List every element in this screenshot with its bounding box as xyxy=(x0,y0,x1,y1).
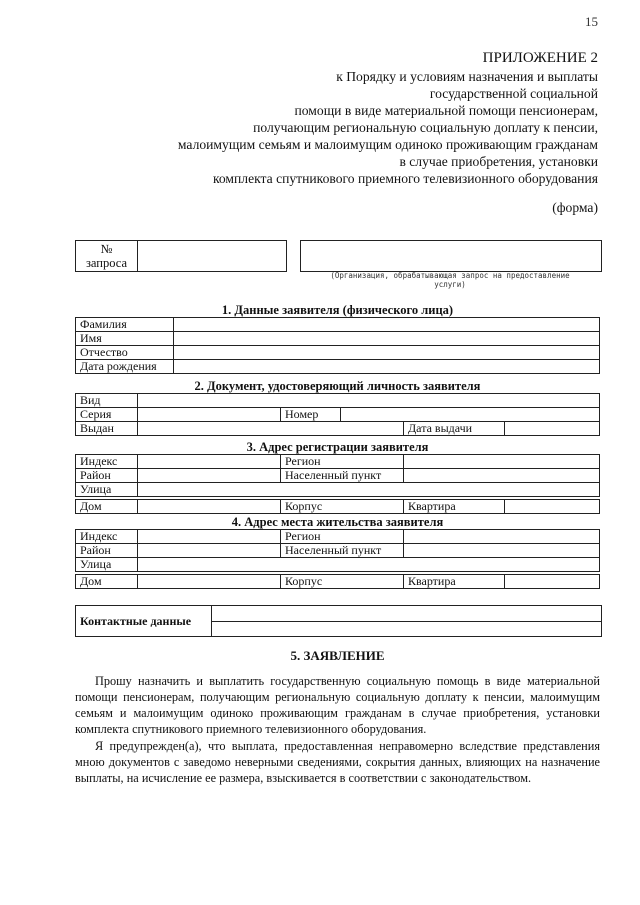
series-label: Серия xyxy=(76,408,138,422)
contact-box xyxy=(75,605,602,637)
table-row xyxy=(76,332,600,346)
reg-locality-field[interactable] xyxy=(404,469,600,483)
header-line: государственной социальной xyxy=(429,86,598,101)
reg-street-field[interactable] xyxy=(138,483,600,497)
name-label: Имя xyxy=(76,332,174,346)
table-row xyxy=(76,500,600,514)
res-region-label: Регион xyxy=(281,530,404,544)
res-locality-field[interactable] xyxy=(404,544,600,558)
reg-district-field[interactable] xyxy=(138,469,281,483)
surname-field[interactable] xyxy=(174,318,600,332)
reg-apartment-field[interactable] xyxy=(505,500,600,514)
reg-street-label: Улица xyxy=(76,483,138,497)
table-row xyxy=(76,544,600,558)
appendix-title: ПРИЛОЖЕНИЕ 2 xyxy=(482,50,598,66)
form-label: (форма) xyxy=(552,200,598,215)
reg-locality-label: Населенный пункт xyxy=(281,469,404,483)
header-line: получающим региональную социальную доплату к пенсии, xyxy=(253,120,598,135)
reg-index-label: Индекс xyxy=(76,455,138,469)
applicant-table xyxy=(75,317,600,374)
table-row xyxy=(76,360,600,374)
header-line: комплекта спутникового приемного телевизионного оборудования xyxy=(212,171,598,186)
res-index-field[interactable] xyxy=(138,530,281,544)
contact-label: Контактные данные xyxy=(76,606,212,636)
table-row xyxy=(76,394,600,408)
number-label: Номер xyxy=(281,408,341,422)
header-line: малоимущим семьям и малоимущим одиноко проживающим гражданам xyxy=(177,137,598,152)
table-row xyxy=(76,408,600,422)
table-row xyxy=(76,469,600,483)
section4-title: 4. Адрес места жительства заявителя xyxy=(231,515,444,529)
reg-apartment-label: Квартира xyxy=(404,500,505,514)
organization-note-line: (Организация, обрабатывающая запрос на предоставление xyxy=(330,271,570,280)
reg-index-field[interactable] xyxy=(138,455,281,469)
res-apartment-field[interactable] xyxy=(505,575,600,589)
res-region-field[interactable] xyxy=(404,530,600,544)
name-field[interactable] xyxy=(174,332,600,346)
res-house-label: Дом xyxy=(76,575,138,589)
number-field[interactable] xyxy=(341,408,600,422)
section3-title: 3. Адрес регистрации заявителя xyxy=(246,440,429,454)
residence-house-table xyxy=(75,574,600,589)
statement-paragraph-1: Прошу назначить и выплатить государственную социальную помощь в виде материальной помощи пенсионерам, получающим региональную социальную доплату к пенсии, малоимущим семьям и малоимущим одиноко проживающим гражданам в случае приобретения, установки комплекта спутникового приемного телевизионного оборудования. xyxy=(75,674,600,736)
residence-address-table xyxy=(75,529,600,572)
header-line: в случае приобретения, установки xyxy=(399,154,598,169)
res-district-field[interactable] xyxy=(138,544,281,558)
reg-district-label: Район xyxy=(76,469,138,483)
table-row xyxy=(76,346,600,360)
registration-house-table xyxy=(75,499,600,514)
issued-by-field[interactable] xyxy=(138,422,404,436)
table-row xyxy=(76,455,600,469)
request-number-sign: № xyxy=(100,242,113,256)
birthdate-field[interactable] xyxy=(174,360,600,374)
request-number-field[interactable] xyxy=(138,241,286,271)
table-row xyxy=(76,530,600,544)
res-district-label: Район xyxy=(76,544,138,558)
res-locality-label: Населенный пункт xyxy=(281,544,404,558)
request-number-label xyxy=(76,241,138,271)
registration-address-table xyxy=(75,454,600,497)
issue-date-label: Дата выдачи xyxy=(404,422,505,436)
surname-label: Фамилия xyxy=(76,318,174,332)
section1-title: 1. Данные заявителя (физического лица) xyxy=(221,303,454,317)
header-line: помощи в виде материальной помощи пенсионерам, xyxy=(294,103,598,118)
reg-region-field[interactable] xyxy=(404,455,600,469)
statement-title: 5. ЗАЯВЛЕНИЕ xyxy=(290,648,385,663)
doc-type-label: Вид xyxy=(76,394,138,408)
res-street-label: Улица xyxy=(76,558,138,572)
organization-field[interactable] xyxy=(300,240,602,272)
header-line: к Порядку и условиям назначения и выплаты xyxy=(336,69,598,84)
table-row xyxy=(76,575,600,589)
issue-date-field[interactable] xyxy=(505,422,600,436)
reg-house-label: Дом xyxy=(76,500,138,514)
series-field[interactable] xyxy=(138,408,281,422)
issued-by-label: Выдан xyxy=(76,422,138,436)
organization-note-line: услуги) xyxy=(434,280,466,289)
table-row xyxy=(76,558,600,572)
birthdate-label: Дата рождения xyxy=(76,360,174,374)
section2-title: 2. Документ, удостоверяющий личность заявителя xyxy=(194,379,481,393)
request-number-word: запроса xyxy=(85,256,128,270)
table-row xyxy=(76,422,600,436)
statement-paragraph-2: Я предупрежден(а), что выплата, предоставленная неправомерно вследствие представления мною документов с заведомо неверными сведениями, сокрытия данных, влияющих на назначение выплаты, на исчисление ее размера, взыскивается в соответствии с законодательством. xyxy=(75,739,600,785)
table-row xyxy=(76,483,600,497)
res-building-label: Корпус xyxy=(281,575,404,589)
reg-region-label: Регион xyxy=(281,455,404,469)
patronymic-field[interactable] xyxy=(174,346,600,360)
reg-house-field[interactable] xyxy=(138,500,281,514)
document-table xyxy=(75,393,600,436)
res-index-label: Индекс xyxy=(76,530,138,544)
reg-building-label: Корпус xyxy=(281,500,404,514)
contact-field[interactable] xyxy=(212,606,601,636)
table-row xyxy=(76,318,600,332)
doc-type-field[interactable] xyxy=(138,394,600,408)
page-number: 15 xyxy=(585,14,598,29)
request-number-box xyxy=(75,240,287,272)
organization-note xyxy=(300,271,600,289)
res-street-field[interactable] xyxy=(138,558,600,572)
res-apartment-label: Квартира xyxy=(404,575,505,589)
res-house-field[interactable] xyxy=(138,575,281,589)
patronymic-label: Отчество xyxy=(76,346,174,360)
appendix-header xyxy=(78,50,598,187)
